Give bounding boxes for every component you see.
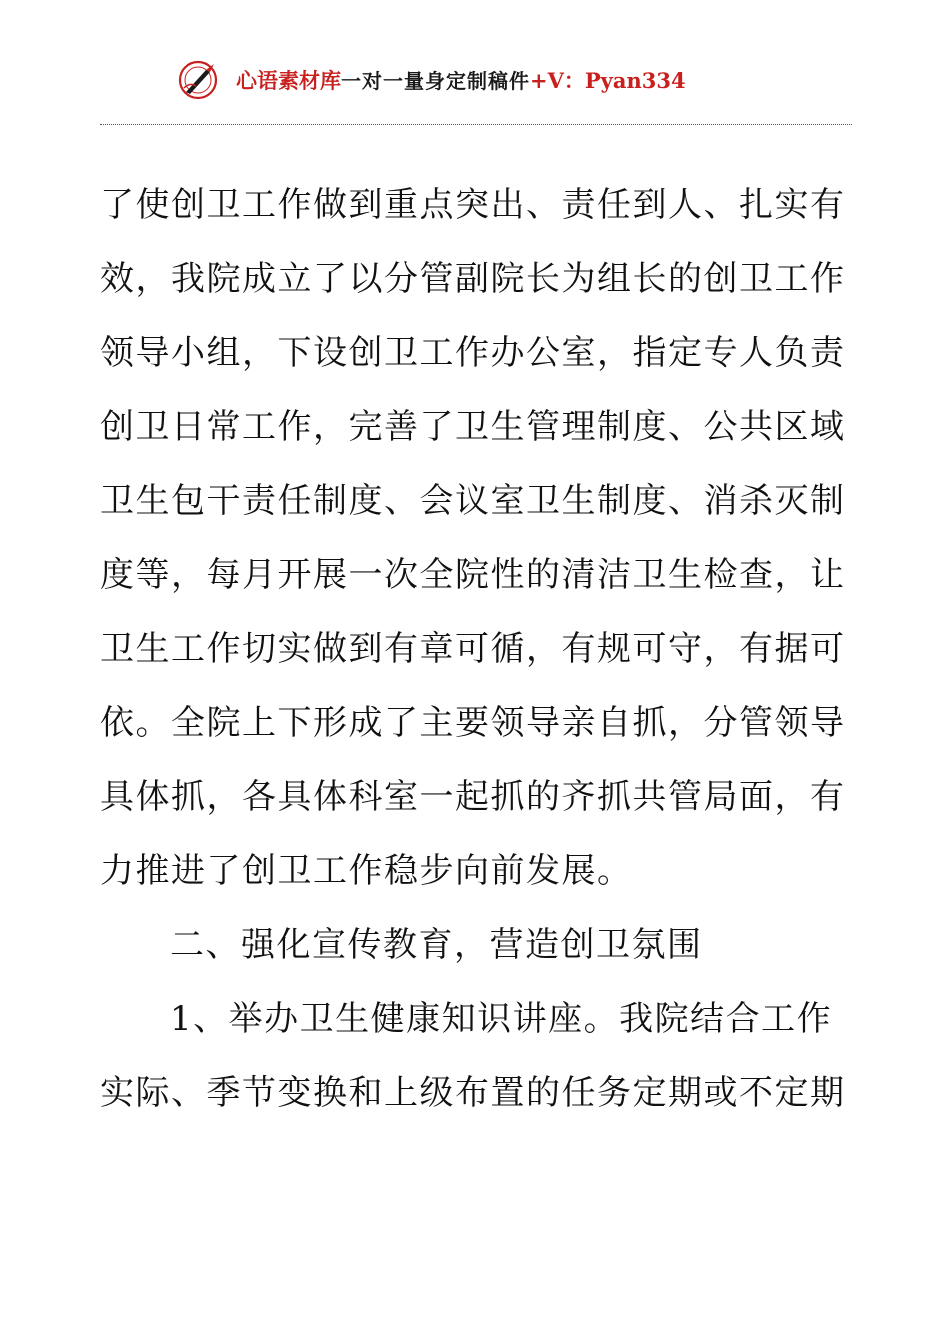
- quill-pen-logo-icon: [176, 58, 220, 102]
- brand-name: 心语素材库: [236, 68, 341, 93]
- header-divider: [100, 124, 852, 125]
- body-line: 力推进了创卫工作稳步向前发展。: [100, 851, 633, 891]
- body-line: 卫生包干责任制度、会议室卫生制度、消杀灭制: [100, 481, 846, 521]
- header-tagline: 一对一量身定制稿件: [341, 69, 530, 93]
- section-heading: 二、强化宣传教育，营造创卫氛围: [170, 925, 703, 965]
- body-line: 创卫日常工作，完善了卫生管理制度、公共区域: [100, 407, 846, 447]
- body-line: 度等，每月开展一次全院性的清洁卫生检查，让: [100, 555, 846, 595]
- body-line: 依。全院上下形成了主要领导亲自抓，分管领导: [100, 703, 846, 743]
- page-header: [0, 56, 950, 106]
- header-contact: +V：Pyan334: [530, 68, 686, 93]
- body-line: 了使创卫工作做到重点突出、责任到人、扎实有: [100, 185, 846, 225]
- body-line: 领导小组，下设创卫工作办公室，指定专人负责: [100, 333, 846, 373]
- body-line: 具体抓，各具体科室一起抓的齐抓共管局面，有: [100, 777, 846, 817]
- body-line: 效，我院成立了以分管副院长为组长的创卫工作: [100, 259, 846, 299]
- body-line: 实际、季节变换和上级布置的任务定期或不定期: [100, 1073, 846, 1113]
- header-title: [236, 66, 686, 96]
- body-line: 卫生工作切实做到有章可循，有规可守，有据可: [100, 629, 846, 669]
- body-line: 1、举办卫生健康知识讲座。我院结合工作: [170, 999, 833, 1039]
- document-body: [100, 168, 846, 1130]
